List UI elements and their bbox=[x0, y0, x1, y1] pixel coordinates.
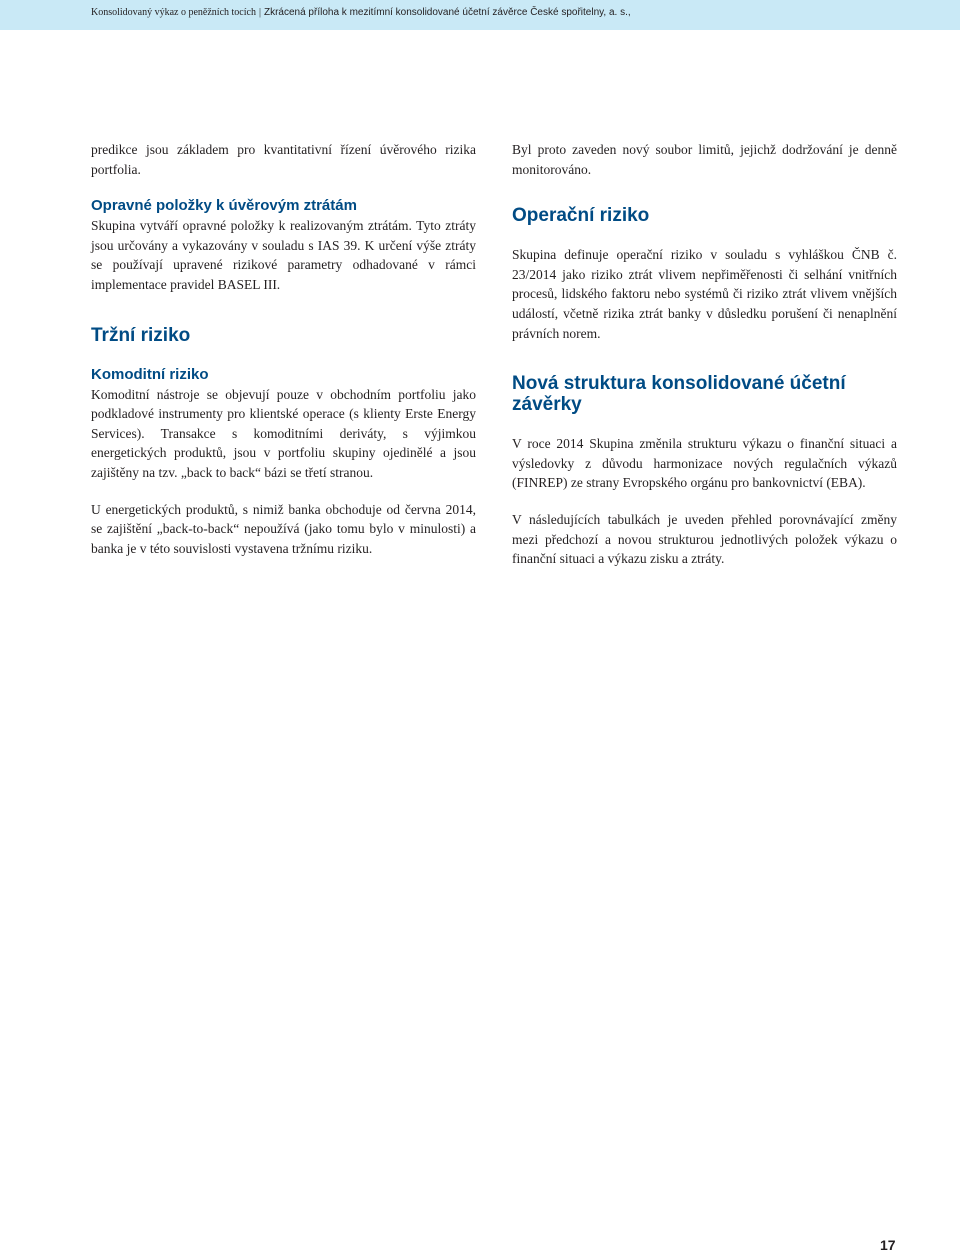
running-header-bar bbox=[0, 0, 960, 30]
heading-opravne-polozky: Opravné položky k úvěrovým ztrátám bbox=[91, 197, 357, 215]
heading-operacni-riziko: Operační riziko bbox=[512, 205, 650, 227]
right-column bbox=[512, 140, 897, 569]
paragraph-nova-struktura: V roce 2014 Skupina změnila strukturu výkazu o finanční situaci a výsledovky z důvodu harmonizace nových regulačních výkazů (FINREP) ze strany Evropského orgánu pro bankovnictví (EBA). bbox=[512, 436, 897, 491]
header-doc-title: Konsolidovaný výkaz o peněžních tocích bbox=[91, 7, 256, 18]
header-section-title: Zkrácená příloha k mezitímní konsolidované účetní závěrce České spořitelny, a. s., bbox=[263, 7, 631, 18]
paragraph-operacni-riziko: Skupina definuje operační riziko v souladu s vyhláškou ČNB č. 23/2014 jako riziko ztrát vlivem nepřiměřenosti či selhání vnitřních procesů, lidského faktoru nebo systémů či riziko ztrát vlivem vnějších událostí, včetně rizika ztrát banky v důsledku porušení či nenaplnění právních norem. bbox=[512, 247, 897, 341]
heading-komoditni-riziko: Komoditní riziko bbox=[91, 365, 209, 383]
heading-nova-struktura: Nová struktura konsolidované účetní závěrky bbox=[512, 373, 846, 416]
running-header bbox=[91, 7, 631, 18]
header-separator: | bbox=[258, 7, 261, 18]
paragraph-limity: Byl proto zaveden nový soubor limitů, jejichž dodržování je denně monitorováno. bbox=[512, 142, 897, 177]
heading-trzni-riziko: Tržní riziko bbox=[91, 324, 191, 346]
page-number: 17 bbox=[880, 1237, 896, 1253]
paragraph-opravne-polozky: Skupina vytváří opravné položky k realizovaným ztrátám. Tyto ztráty jsou určovány a vykazovány v souladu s IAS 39. K určení výše ztráty se používají upravené rizikové parametry odhadované v rámci implementace pravidel BASEL III. bbox=[91, 218, 476, 292]
paragraph-intro: predikce jsou základem pro kvantitativní řízení úvěrového rizika portfolia. bbox=[91, 142, 476, 177]
paragraph-energeticke-produkty: U energetických produktů, s nimiž banka obchoduje od června 2014, se zajištění „back-to-back“ nepoužívá (jako tomu bylo v minulosti) a banka je v této souvislosti vystavena tržnímu riziku. bbox=[91, 501, 476, 556]
paragraph-tabulky: V následujících tabulkách je uveden přehled porovnávající změny mezi předchozí a novou strukturou jednotlivých položek výkazu o finanční situaci a výkazu zisku a ztráty. bbox=[512, 511, 897, 567]
paragraph-komoditni-riziko: Komoditní nástroje se objevují pouze v obchodním portfoliu jako podkladové instrumenty pro klientské operace (s klienty Erste Energy Services). Transakce s komoditními deriváty, s výjimkou energetických produktů, jsou v portfoliu skupiny ojedinělé a jsou zajištěny na tzv. „back to back“ bázi se třetí stranou. bbox=[91, 386, 476, 480]
left-column bbox=[91, 140, 476, 558]
